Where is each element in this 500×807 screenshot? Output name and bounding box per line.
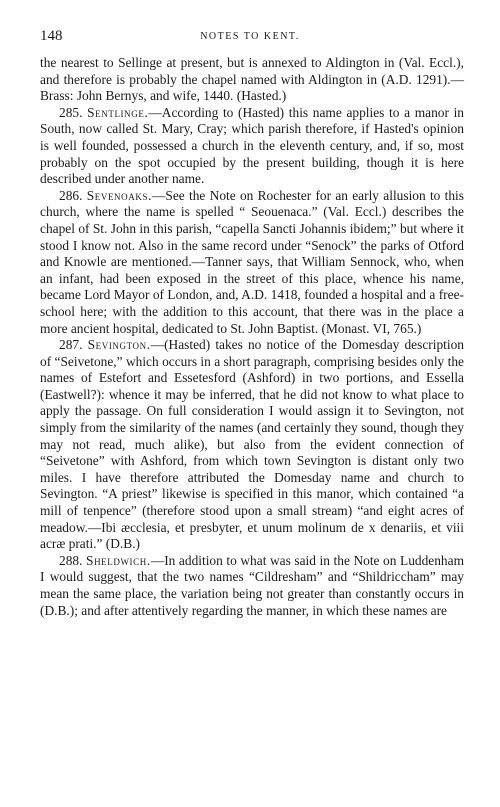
page-header <box>40 27 460 45</box>
running-title: NOTES TO KENT. <box>200 31 300 42</box>
entry-text: —According to (Hasted) this name applies to a manor in South, now called St. Mary, Cray; which parish therefore, if Hasted's opinion is well founded, possessed a church in the eleventh century, and, if so, most probably on the spot occupied by the present building, though it is here described under another name. <box>40 104 464 187</box>
entry-number: 288. <box>59 552 83 568</box>
body-text <box>40 55 464 619</box>
entry-number: 285. <box>59 104 83 120</box>
entry-288 <box>40 553 464 619</box>
entry-title: Sheldwich. <box>86 552 151 568</box>
entry-text: —In addition to what was said in the Note on Luddenham I would suggest, that the two names “Cildresham” and “Shildriccham” may mean the same place, the variation being not greater than constantly occurs in (D.B.); and after attentively regarding the manner, in which these names are <box>40 552 464 618</box>
entry-title: Sevington. <box>87 337 151 353</box>
entry-number: 287. <box>59 337 83 353</box>
paragraph-text: the nearest to Sellinge at present, but is annexed to Aldington in (Val. Eccl.), and therefore is probably the chapel named with Aldington in (A.D. 1291).—Brass: John Bernys, and wife, 1440. (Hasted.) <box>40 55 464 104</box>
entry-text: —(Hasted) takes no notice of the Domesday description of “Seivetone,” which occurs in a short paragraph, comprising besides only the names of Estefort and Essetesford (Ashford) in two portions, and Essella (Eastwell?): whence it may be inferred, that he did not know to what place to apply the passage. On full consideration I would assign it to Sevington, not simply from the similarity of the names (and certainly they sound, though they may not read, much alike), but also from the evident connection of “Seivetone” with Ashford, from which town Sevington is distant only two miles. I have therefore attributed the Domesday name and church to Sevington. “A priest” likewise is specified in this manor, which contained “a mill of tenpence” (therefore stood upon a small stream) “and eight acres of meadow.—Ibi æcclesia, et presbyter, et unum molinum de x denariis, et viii acræ prati.” (D.B.) <box>40 337 464 552</box>
entry-title: Sentlinge. <box>87 104 149 120</box>
entry-title: Sevenoaks. <box>86 187 153 203</box>
paragraph-continuation <box>40 55 464 105</box>
entry-285 <box>40 105 464 188</box>
entry-287 <box>40 337 464 553</box>
entry-number: 286. <box>59 187 83 203</box>
entry-text: —See the Note on Rochester for an early allusion to this church, where the name is spelled “ Seouenaca.” (Val. Eccl.) describes the chapel of St. John in this parish, “capella Sancti Johannis ibidem;” but where it stood I know not. Also in the same record under “Senock” the parks of Otford and Knowle are mentioned.—Tanner says, that William Sennock, who, when an infant, had been exposed in the street of this place, whence his name, became Lord Mayor of London, and, A.D. 1418, founded a hospital and a free-school here; with the addition to this account, that there was in the place a more ancient hospital, dedicated to St. John Baptist. (Monast. VI, 765.) <box>40 187 464 336</box>
page-number: 148 <box>40 28 63 44</box>
entry-286 <box>40 188 464 337</box>
